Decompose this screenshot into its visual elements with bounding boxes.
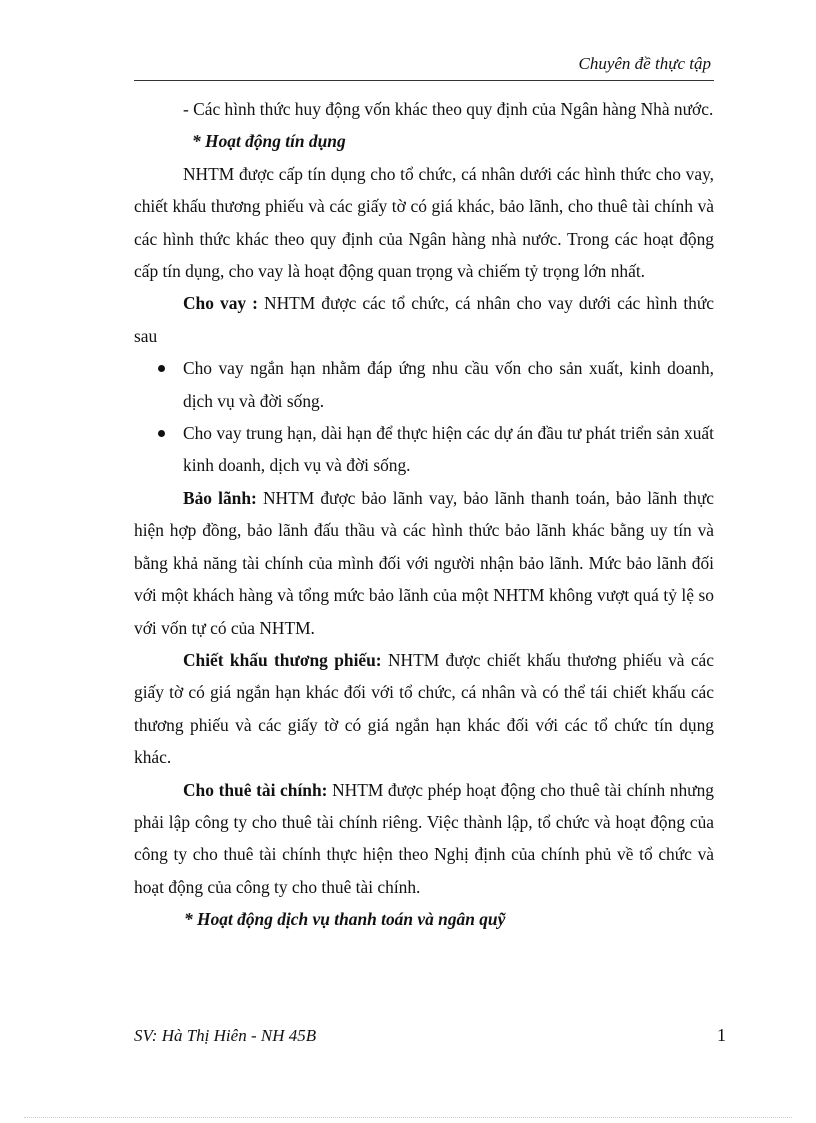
bullet-icon (158, 430, 165, 437)
discount-lead: Chiết khấu thương phiếu: (183, 649, 382, 670)
header-divider (134, 80, 714, 81)
paragraph-guarantee (134, 482, 714, 644)
running-header-title: Chuyên đề thực tập (578, 54, 711, 73)
paragraph-discount (134, 644, 714, 774)
list-item-text: Cho vay trung hạn, dài hạn để thực hiện các dự án đầu tư phát triển sản xuất kinh doanh, dịch vụ và đời sống. (183, 423, 714, 476)
page-bottom-border (24, 1117, 792, 1118)
page-number: 1 (717, 1025, 726, 1045)
paragraph-credit-forms: NHTM được cấp tín dụng cho tổ chức, cá nhân dưới các hình thức cho vay, chiết khấu thương phiếu và các giấy tờ có giá khác, bảo lãnh, cho thuê tài chính và các hình thức khác theo quy định của Ngân hàng nhà nước. Trong các hoạt động cấp tín dụng, cho vay là hoạt động quan trọng và chiếm tỷ trọng lớn nhất. (134, 163, 714, 282)
loan-types-list (134, 352, 714, 482)
paragraph-leasing (134, 774, 714, 904)
leasing-lead: Cho thuê tài chính: (183, 779, 328, 800)
list-item (134, 417, 714, 482)
guarantee-text: NHTM được bảo lãnh vay, bảo lãnh thanh toán, bảo lãnh thực hiện hợp đồng, bảo lãnh đấu thầu và các hình thức bảo lãnh khác bằng uy tín và bằng khả năng tài chính của mình đối với người nhận bảo lãnh. Mức bảo lãnh đối với một khách hàng và tổng mức bảo lãnh của một NHTM không vượt quá tỷ lệ so với vốn tự có của NHTM. (134, 487, 714, 638)
list-item-text: Cho vay ngắn hạn nhằm đáp ứng nhu cầu vốn cho sản xuất, kinh doanh, dịch vụ và đời sống. (183, 358, 714, 411)
bullet-icon (158, 365, 165, 372)
paragraph-other-mobilization: - Các hình thức huy động vốn khác theo quy định của Ngân hàng Nhà nước. (183, 99, 714, 119)
paragraph-loans (134, 287, 714, 352)
section-heading-credit: * Hoạt động tín dụng (192, 131, 346, 152)
guarantee-lead: Bảo lãnh: (183, 487, 257, 508)
loans-text: NHTM được các tổ chức, cá nhân cho vay dưới các hình thức sau (134, 293, 714, 346)
discount-text: NHTM được chiết khấu thương phiếu và các giấy tờ có giá ngắn hạn khác đối với tổ chức, cá nhân và có thể tái chiết khấu các thương phiếu và các giấy tờ có giá ngắn hạn khác đối với các tổ chức tín dụng khác. (134, 649, 714, 768)
footer-student-name: SV: Hà Thị Hiên - NH 45B (134, 1026, 317, 1045)
page-body (134, 93, 714, 936)
section-heading-payment: * Hoạt động dịch vụ thanh toán và ngân quỹ (184, 909, 506, 930)
leasing-text: NHTM được phép hoạt động cho thuê tài chính nhưng phải lập công ty cho thuê tài chính riêng. Việc thành lập, tổ chức và hoạt động của công ty cho thuê tài chính thực hiện theo Nghị định của chính phủ về tổ chức và hoạt động của công ty cho thuê tài chính. (134, 779, 714, 897)
list-item (134, 352, 714, 417)
loans-lead: Cho vay : (183, 293, 258, 314)
